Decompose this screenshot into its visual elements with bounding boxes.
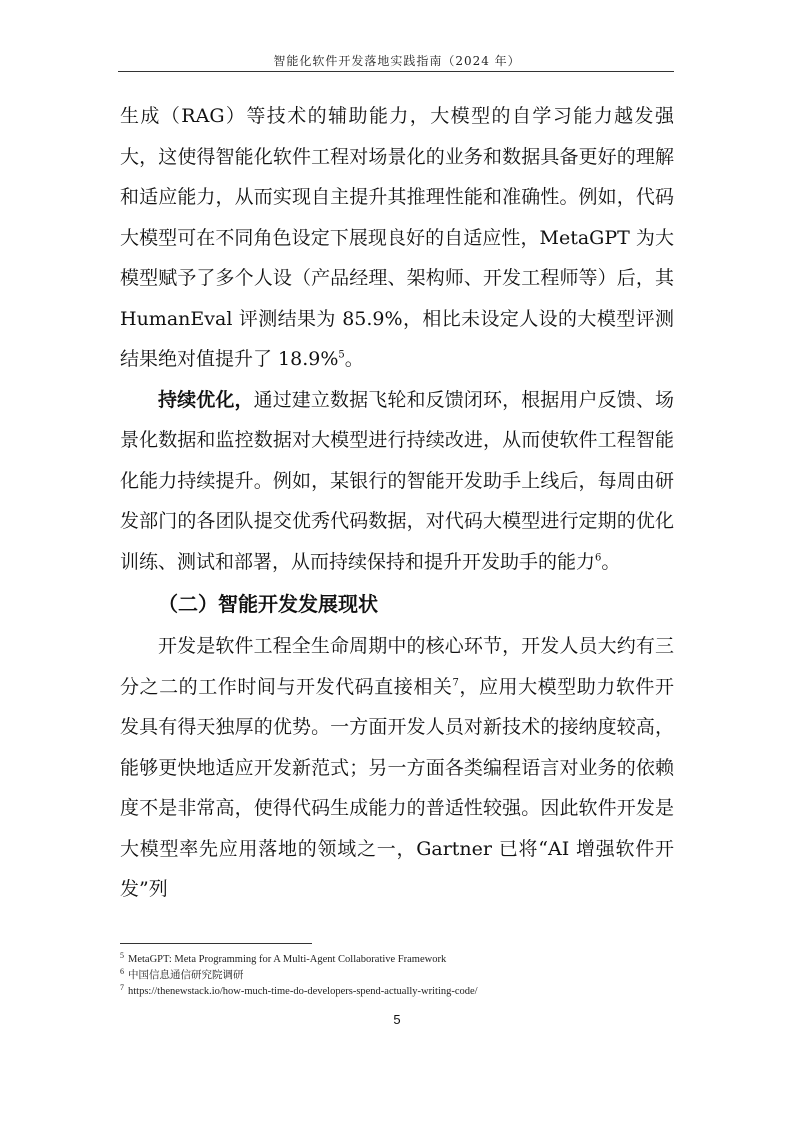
footnote-text: 中国信息通信研究院调研	[128, 970, 244, 981]
footnote-6	[120, 968, 674, 984]
section-heading: （二）智能开发发展现状	[158, 592, 378, 616]
footnote-7	[120, 984, 674, 1000]
footnote-link[interactable]: https://thenewstack.io/how-much-time-do-developers-spend-actually-writing-code/	[128, 986, 478, 997]
paragraph-1-tail: 。	[344, 348, 364, 370]
footnotes	[120, 952, 674, 1000]
page-number: 5	[393, 1012, 401, 1027]
paragraph-2-lead: 持续优化，	[158, 388, 254, 411]
body-content	[120, 96, 674, 910]
footnote-5	[120, 952, 674, 968]
paragraph-2-tail: 。	[601, 550, 621, 573]
paragraph-3-text-b: ，应用大模型助力软件开发具有得天独厚的优势。一方面开发人员对新技术的接纳度较高，能够更快地适应开发新范式；另一方面各类编程语言对业务的依赖度不是非常高，使得代码生成能力的普适性较强。因此软件开发是大模型率先应用落地的领域之一，Gartner 已将“AI 增强软件开发”列	[120, 675, 674, 900]
paragraph-1	[120, 96, 674, 380]
footnote-ref-5[interactable]: 5	[338, 349, 345, 361]
paragraph-1-text: 生成（RAG）等技术的辅助能力，大模型的自学习能力越发强大，这使得智能化软件工程对场景化的业务和数据具备更好的理解和适应能力，从而实现自主提升其推理性能和准确性。例如，代码大模型可在不同角色设定下展现良好的自适应性，MetaGPT 为大模型赋予了多个人设（产品经理、架构师、开发工程师等）后，其 HumanEval 评测结果为 85.9%，相比未设定人设的大模型评测结果绝对值提升了 18.9%	[120, 105, 674, 370]
footnote-mark: 7	[120, 982, 124, 992]
paragraph-3	[120, 626, 674, 910]
header-divider	[118, 71, 674, 72]
header-title: 智能化软件开发落地实践指南（2024 年）	[273, 54, 521, 68]
paragraph-2-text: 通过建立数据飞轮和反馈闭环，根据用户反馈、场景化数据和监控数据对大模型进行持续改进，从而使软件工程智能化能力持续提升。例如，某银行的智能开发助手上线后，每周由研发部门的各团队提交优秀代码数据，对代码大模型进行定期的优化训练、测试和部署，从而持续保持和提升开发助手的能力	[120, 388, 674, 573]
footnote-mark: 5	[120, 950, 124, 960]
footnote-divider	[120, 943, 312, 944]
footnote-text: MetaGPT: Meta Programming for A Multi-Agent Collaborative Framework	[128, 954, 447, 965]
footnote-ref-7[interactable]: 7	[452, 677, 459, 689]
page-header	[0, 0, 794, 74]
footnote-ref-6[interactable]: 6	[595, 552, 602, 564]
footnote-mark: 6	[120, 966, 124, 976]
paragraph-2	[120, 380, 674, 583]
paragraph-3-text-a: 开发是软件工程全生命周期中的核心环节，开发人员大约有三分之二的工作时间与开发代码直接相关	[120, 635, 674, 698]
